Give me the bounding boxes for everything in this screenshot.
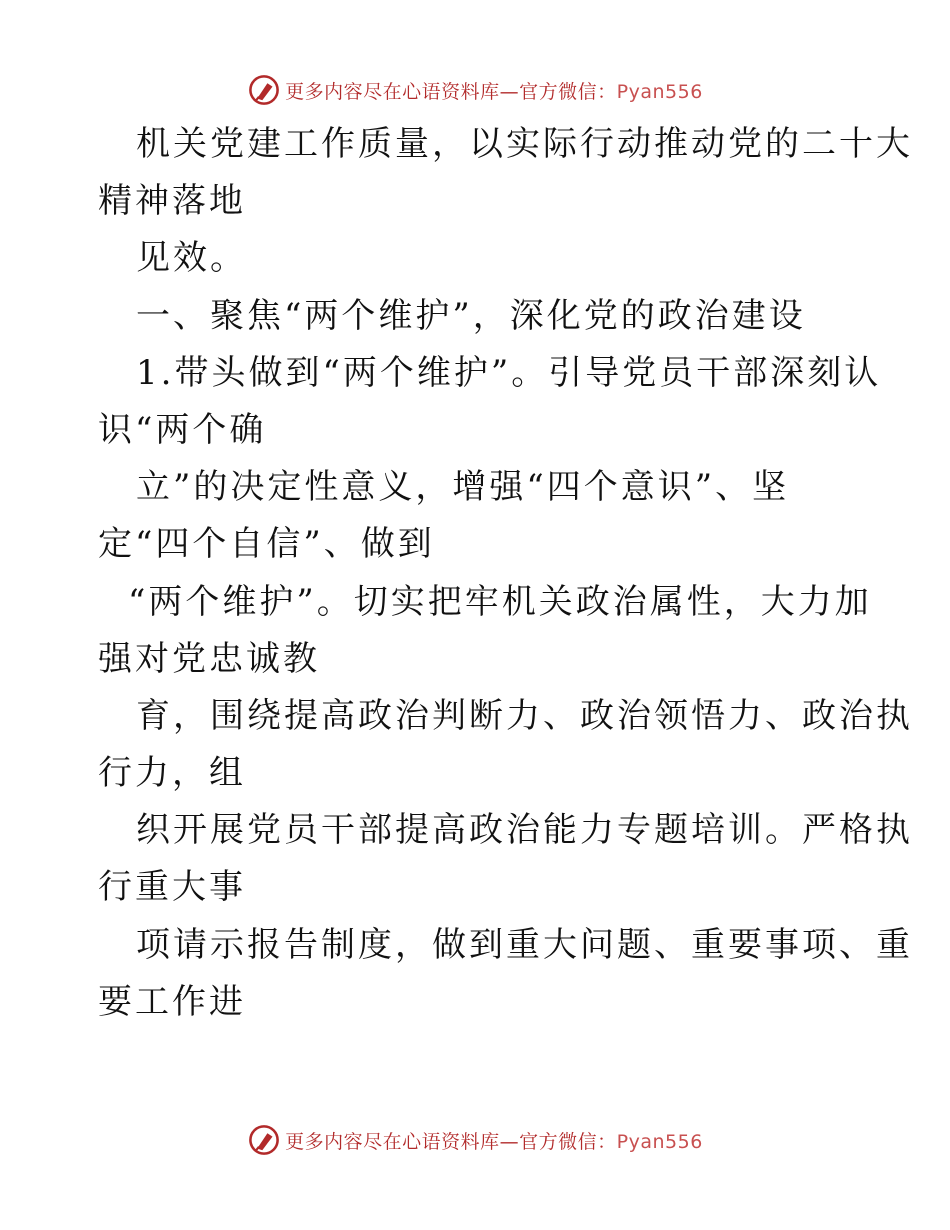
watermark-wechat-id: Pyan556 xyxy=(616,1130,703,1153)
pen-nib-logo-icon xyxy=(247,73,281,107)
text-line: 强对党忠诚教 xyxy=(98,638,320,679)
text-line: 机关党建工作质量，以实际行动推动党的二十大 xyxy=(136,124,913,164)
text-line: 识“两个确 xyxy=(98,409,267,450)
text-line: 行重大事 xyxy=(98,867,246,908)
text-line: 见效。 xyxy=(136,238,247,279)
section-heading: 一、聚焦“两个维护”，深化党的政治建设 xyxy=(136,295,806,336)
text-line: 要工作进 xyxy=(98,981,246,1022)
watermark-footer xyxy=(0,1122,950,1158)
watermark-text: 更多内容尽在心语资料库—官方微信：Pyan556 xyxy=(285,80,703,103)
pen-nib-logo-icon xyxy=(247,1123,281,1157)
text-line: 织开展党员干部提高政治能力专题培训。严格执 xyxy=(136,810,913,851)
text-line: 育，围绕提高政治判断力、政治领悟力、政治执 xyxy=(136,695,913,736)
document-body xyxy=(98,116,913,1031)
text-line: “两个维护”。切实把牢机关政治属性，大力加 xyxy=(128,581,872,622)
watermark-text: 更多内容尽在心语资料库—官方微信：Pyan556 xyxy=(285,1130,703,1153)
text-line: 1.带头做到“两个维护”。引导党员干部深刻认 xyxy=(136,352,882,393)
text-line: 项请示报告制度，做到重大问题、重要事项、重 xyxy=(136,924,913,965)
watermark-header xyxy=(0,72,950,108)
text-line: 精神落地 xyxy=(98,181,246,222)
text-line: 行力，组 xyxy=(98,753,246,794)
text-line: 定“四个自信”、做到 xyxy=(98,524,435,565)
text-line: 立”的决定性意义，增强“四个意识”、坚 xyxy=(136,467,790,508)
watermark-wechat-id: Pyan556 xyxy=(616,80,703,103)
